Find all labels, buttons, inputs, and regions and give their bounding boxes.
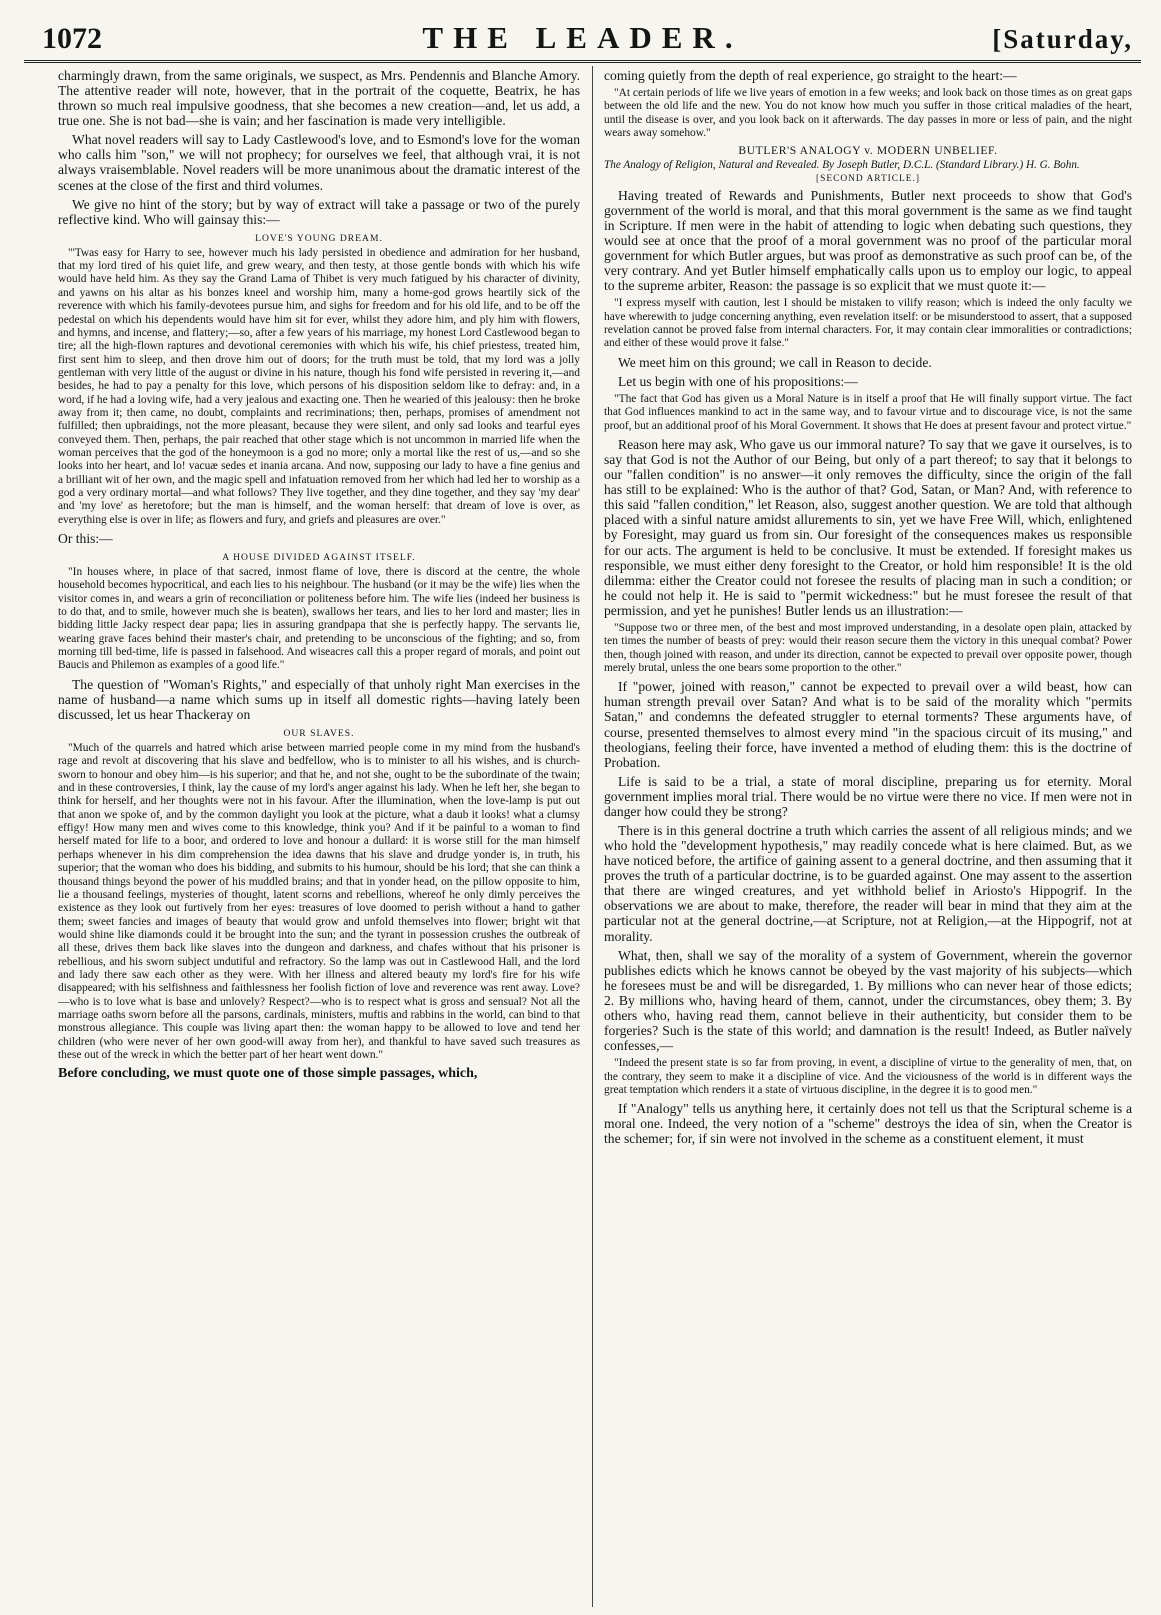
block-quote: "The fact that God has given us a Moral Nature is in itself a proof that He will finally support virtue. The fact that God influences mankind to act in the same way, and to favour virtue and to discourage vice, is not the same proof, but an additional proof of his Moral Government. It shows that He does at present favour and protect virtue." [604, 392, 1132, 432]
article-title: BUTLER'S ANALOGY v. MODERN UNBELIEF. [738, 144, 998, 158]
paragraph: charmingly drawn, from the same originals, we suspect, as Mrs. Pendennis and Blanche Amory. The attentive reader will note, however, that in the portrait of the coquette, Beatrix, he has thrown so much real impulsive goodness, that she becomes a new creation—and, let us add, a true one. She is not bad—she is vain; and her fascination is made very intelligible. [58, 68, 580, 129]
paragraph: coming quietly from the depth of real experience, go straight to the heart:— [604, 68, 1017, 83]
block-quote: "'Twas easy for Harry to see, however much his lady persisted in obedience and admiration for her husband, that my lord tired of his quiet life, and grew weary, and then testy, at those gentle bonds with which his wife would have held him. As they say the Grand Lama of Thibet is very much fatigued by his character of divinity, and yawns on his altar as his bonzes kneel and worship him, many a home-god grows heartily sick of the reverence with which his family-devotees pursue him, and sighs for freedom and for his old life, and to be off the pedestal on which his dependents would have him sit for ever, whilst they adore him, and ply him with flowers, and hymns, and incense, and flattery;—so, after a few years of his marriage, my honest Lord Castlewood began to tire; all the high-flown raptures and devotional ceremonies with which his wife, his chief priestess, treated him, first sent him to sleep, and then drove him out of doors; for the truth must be told, that my lord was a jolly gentleman with very little of the august or divine in his nature, though his fond wife persisted in revering it,—and besides, he had to pay a penalty for this love, which persons of his disposition seldom like to defray: and, in a word, if he had a loving wife, had a very jealous and exacting one. Then he wearied of this jealousy: then he broke away from it; then came, no doubt, complaints and recriminations; then, perhaps, promises of amendment not fulfilled; then upbraidings, not the more pleasant, because they were silent, and only sad looks and tearful eyes conveyed them. Then, perhaps, the pair reached that other stage which is not uncommon in married life when the woman perceives that the god of the honeymoon is a god no more; only a mortal like the rest of us,—and so she looks into her heart, and lo! vacuæ sedes et inania arcana. And now, supposing our lady to have a fine genius and a brilliant wit of her own, and the magic spell and infatuation removed from her which had led her to worship as a god a very ordinary mortal—and what follows? They live together, and they dine together, and they say 'my dear' and 'my love' as heretofore; but the man is himself, and the woman herself: that dream of love is over, as everything else is over in life; as flowers and fury, and griefs and pleasures are over." [58, 246, 580, 526]
block-quote: "Much of the quarrels and hatred which arise between married people come in my mind from the husband's rage and revolt at discovering that his slave and bedfellow, who is to minister to all his wishes, and is church-sworn to honour and obey him—is his superior; and that he, and not she, ought to be the subordinate of the twain; and in these controversies, I think, lay the cause of my lord's anger against his lady. When he left her, she began to think for herself, and her thoughts were not in his favour. After the illumination, when the love-lamp is put out that anon we spoke of, and by the common daylight you look at the picture, what a daub it looks! what a clumsy effigy! How many men and wives come to this knowledge, think you? And if it be painful to a woman to find herself mated for life to a boor, and ordered to love and honour a dullard: it is worse still for the man himself perhaps whenever in his dim comprehension the idea dawns that his slave and drudge yonder is, in truth, his superior; that the woman who does his bidding, and submits to his humour, should be his lord; that she can think a thousand things beyond the power of his muddled brains; and that in yonder head, on the pillow opposite to him, lie a thousand feelings, mysteries of thought, latent scorns and rebellions, whereof he only dimly perceives the existence as they look out furtively from her eyes: treasures of love doomed to perish without a hand to gather them; sweet fancies and images of beauty that would grow and unfold themselves into flower; bright wit that would shine like diamonds could it be brought into the sun; and the tyrant in possession crushes the outbreak of all these, drives them back like slaves into the dungeon and darkness, and chafes without that his prisoner is rebellious, and his sworn subject undutiful and refractory. So the lamp was out in Castlewood Hall, and the lord and lady there saw each other as they were. With her illness and altered beauty my lord's fire for his wife disappeared; with his selfishness and faithlessness her foolish fiction of love and reverence was rent away. Love?—who is to love what is base and unlovely? Respect?—who is to respect what is gross and sensual? Not all the marriage oaths sworn before all the parsons, cardinals, ministers, muftis and rabbins in the world, can bind to that monstrous allegiance. This couple was living apart then: the woman happy to be allowed to love and tend her children (who were never of her own good-will away from her), and thankful to have saved such treasures as these out of the wreck in which the better part of her heart went down." [58, 742, 580, 1061]
paragraph: We give no hint of the story; but by way of extract will take a passage or two of the purely reflective kind. Who will gainsay this:— [58, 196, 580, 227]
extract-heading: LOVE'S YOUNG DREAM. [255, 232, 383, 244]
extract-heading: OUR SLAVES. [283, 728, 355, 740]
newspaper-title: THE LEADER. [422, 20, 743, 55]
paragraph: If "power, joined with reason," cannot be expected to prevail over a wild beast, how can human strength prevail over Satan? And what is to be said of the morality which "permits Satan," and condemns the defeated struggler to eternal torments? These arguments have, of course, presented themselves to almost every mind "in the spacious circuit of its musing," and theologians, feeling their force, have invented a method of eluding them: this is the doctrine of Probation. [604, 679, 1132, 770]
page-number: 1072 [42, 22, 102, 55]
paragraph: There is in this general doctrine a truth which carries the assent of all religious minds; and we who hold the "development hypothesis," may readily concede what is here claimed. But, as we have noticed before, the artifice of gaining assent to a general doctrine, and then assuming that it proves the truth of a particular doctrine, is to be guarded against. One may assent to the assertion that there are winged creatures, and yet withhold belief in Ariosto's Hippogrif. In the observations we are about to make, therefore, the reader will bear in mind that they aim at the particular not at the general doctrine,—at Scripture, not at Religion,—at the Hippogrif, not at morality. [604, 823, 1132, 944]
masthead [24, 14, 1141, 63]
paragraph: Life is said to be a trial, a state of moral discipline, preparing us for eternity. Moral government implies moral trial. There would be no virtue were there no vice. If men were not in danger how could they be strong? [604, 773, 1132, 819]
paragraph: Or this:— [58, 531, 113, 546]
left-column [58, 68, 580, 1607]
paragraph: If "Analogy" tells us anything here, it certainly does not tell us that the Scriptural scheme is a moral one. Indeed, the very notion of a "scheme" destroys the idea of sin, when the Creator is the schemer; for, if sin were not involved in the scheme as a constituent element, it must [604, 1101, 1132, 1147]
paragraph: We meet him on this ground; we call in Reason to decide. [618, 354, 932, 370]
block-quote: "Suppose two or three men, of the best and most improved understanding, in a desolate open plain, attacked by ten times the number of beasts of prey: would their reason secure them the victory in this unequal combat? Power then, though joined with reason, and under its direction, cannot be expected to prevail over opposite power, though merely brutal, unless the one bears some proportion to the other." [604, 621, 1132, 674]
issue-day: [Saturday, [992, 24, 1133, 54]
paragraph: Having treated of Rewards and Punishments, Butler next proceeds to show that God's government of the world is moral, and that this moral government is the same as we find taught in Scripture. If men were in the habit of attending to logic when debating such questions, they would see at once that the proof of a moral government was no proof of the particular moral government for which Butler argues, but was proof as demonstrative as such proof can be, of the very contrary. And yet Butler himself emphatically calls upon us to employ our logic, to appeal to the supreme arbiter, Reason: the passage is so explicit that we must quote it:— [604, 187, 1132, 294]
paragraph: What, then, shall we say of the morality of a system of Government, wherein the governor publishes edicts which he knows cannot be obeyed by the vast majority of his subjects—which he foresees must be and will be disregarded, 1. By millions who can never hear of those edicts; 2. By millions who, having heard of them, cannot, under the circumstances, obey them; 3. By others who, having read them, cannot believe in their authenticity, but consider them to be forgeries? Such is the state of this world; and damnation is the result! Indeed, as Butler naïvely confesses,— [604, 947, 1132, 1054]
paragraph: The question of "Woman's Rights," and especially of that unholy right Man exercises in the name of husband—a name which sums up in itself all domestic rights—having lately been discussed, let us hear Thackeray on [58, 676, 580, 722]
paragraph: Reason here may ask, Who gave us our immoral nature? To say that we gave it ourselves, is to say that God is not the Author of our Being, but only of a part thereof; to say that it belongs to our "fallen condition" is no answer—it only removes the difficulty, since the origin of the fall has still to be explained: Who is the author of that? God, Satan, or Man? And, with reference to this said "fallen condition," let Reason, also, suggest another question. We are told that although placed with a sinful nature amidst allurements to sin, yet we have Free Will, which, enlightened by Foresight, may guard us from sin. Our foresight of the consequences makes us responsible for our acts. The argument is held to be conclusive. It must be extended. If foresight makes us responsible, we must either deny foresight to the Creator, or hold him responsible! It is the old dilemma: either the Creator could not foresee the results of placing man in such a condition; or he could not help it. He is said to "permit wickedness:" but he must foresee the result of that permission, and yet he punishes! Butler lends us an illustration:— [604, 437, 1132, 618]
paragraph: What novel readers will say to Lady Castlewood's love, and to Esmond's love for the woman who calls him "son," we will not prophecy; for ourselves we feel, that although vrai, it is not always vraisemblable. Novel readers will be more unanimous about the dramatic interest of the scenes at the close of the first and third volumes. [58, 132, 580, 193]
block-quote: "At certain periods of life we live years of emotion in a few weeks; and look back on those times as on great gaps between the old life and the new. You do not know how much you suffer in those critical maladies of the heart, until the disease is over, and you look back on it afterwards. The day passes in more or less of pain, and the night wears away somehow." [604, 87, 1132, 140]
closing-paragraph: Before concluding, we must quote one of those simple passages, which, [58, 1066, 478, 1082]
block-quote: "In houses where, in place of that sacred, inmost flame of love, there is discord at the centre, the whole household becomes hypocritical, and each lies to his neighbour. The husband (or it may be the wife) lies when the visitor comes in, and wears a grin of reconciliation or politeness before him. The wife lies (indeed her business is to do that, and to smile, however much she is beaten), swallows her tears, and lies to her lord and master; lies in bidding little Jacky respect dear papa; lies in assuring grandpapa that she is perfectly happy. The servants lie, wearing grave faces behind their master's chair, and pretending to be unconscious of the fighting; and so, from morning till bed-time, life is passed in falsehood. And wiseacres call this a proper regard of morals, and point out Baucis and Philemon as examples of a good life." [58, 566, 580, 672]
block-quote: "Indeed the present state is so far from proving, in event, a discipline of virtue to the generality of men, that, on the contrary, they seem to make it a discipline of vice. And the viciousness of the world is in different ways the great temptation which renders it a state of virtuous discipline, in the degree it is to good men." [604, 1057, 1132, 1096]
block-quote: "I express myself with caution, lest I should be mistaken to vilify reason; which is indeed the only faculty we have wherewith to judge concerning anything, even revelation itself: or be misunderstood to assert, that a supposed revelation cannot be proved false from internal characters. For, it may contain clear immoralities or contradictions; and either of these would prove it false." [604, 297, 1132, 350]
column-divider [592, 66, 593, 1607]
extract-heading: A HOUSE DIVIDED AGAINST ITSELF. [222, 552, 416, 564]
book-citation: The Analogy of Religion, Natural and Revealed. By Joseph Butler, D.C.L. (Standard Library.) H. G. Bohn. [604, 159, 1080, 172]
article-subheading: [SECOND ARTICLE.] [816, 173, 920, 184]
right-column [604, 68, 1132, 1607]
paragraph: Let us begin with one of his propositions:— [618, 373, 858, 389]
